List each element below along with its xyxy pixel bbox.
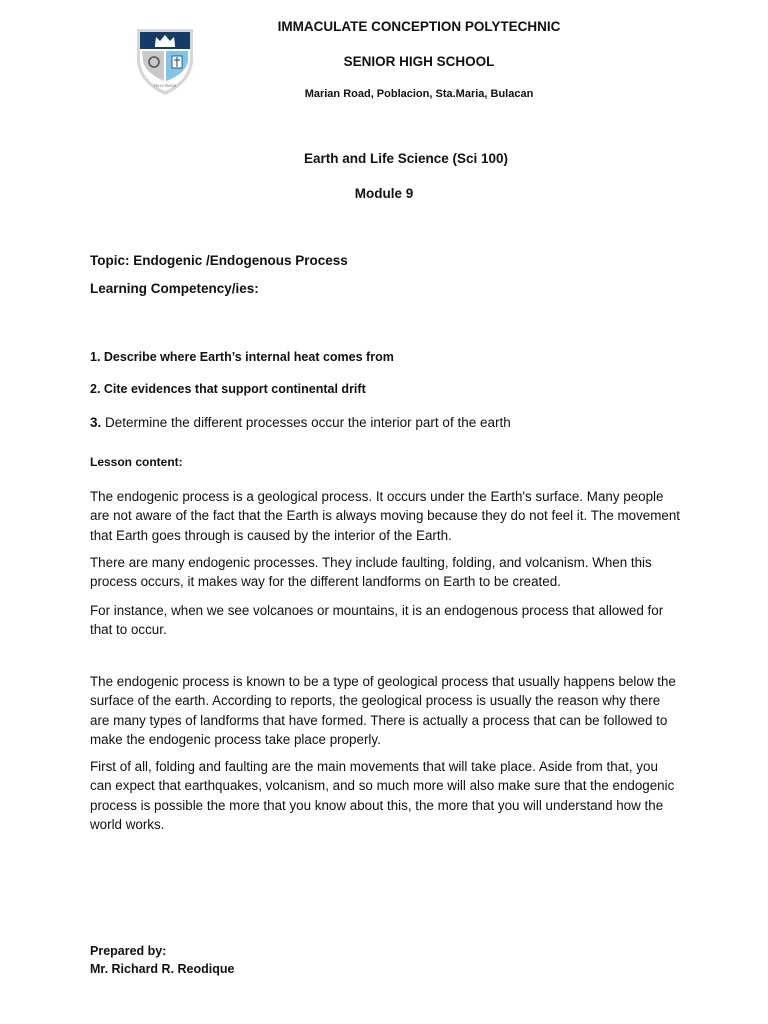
lesson-paragraph-4: The endogenic process is known to be a type of geological process that usually happens below the surface of the earth. According to reports, the geological process is usually the reason why there are many types of landforms that have formed. There is actually a process that can be followed to make the endogenic process take place properly.: [90, 674, 676, 747]
prepared-by-block: [90, 942, 234, 978]
competency-item-2: 2. Cite evidences that support continental drift: [90, 382, 366, 396]
module-title: Module 9: [354, 186, 414, 201]
school-address: Marian Road, Poblacion, Sta.Maria, Bulacan: [304, 88, 534, 100]
logo-motto: FELIX PAVOS: [153, 84, 177, 88]
lesson-paragraph-2: There are many endogenic processes. They include faulting, folding, and volcanism. When this process occurs, it makes way for the different landforms on Earth to be created.: [90, 555, 652, 590]
competency-item-1: 1. Describe where Earth’s internal heat comes from: [90, 350, 394, 364]
course-title: Earth and Life Science (Sci 100): [303, 151, 509, 166]
author-name: Mr. Richard R. Reodique: [90, 962, 235, 976]
lesson-content-heading: Lesson content:: [90, 455, 183, 469]
lesson-paragraph-5: First of all, folding and faulting are the main movements that will take place. Aside from that, you can expect that earthquakes, volcanism, and so much more will also make sure that the endogenic process is possible the more that you know about this, the more that you will understand how the world works.: [90, 759, 675, 832]
school-name: IMMACULATE CONCEPTION POLYTECHNIC: [277, 19, 561, 34]
school-level: SENIOR HIGH SCHOOL: [343, 54, 495, 69]
lesson-paragraph-3: For instance, when we see volcanoes or mountains, it is an endogenous process that allowed for that to occur.: [90, 603, 664, 638]
prepared-by-label: Prepared by:: [90, 944, 167, 958]
topic-heading: Topic: Endogenic /Endogenous Process: [90, 253, 348, 268]
competency-item-3: [90, 415, 511, 430]
competency-heading: Learning Competency/ies:: [90, 281, 259, 296]
lesson-paragraph-1: The endogenic process is a geological process. It occurs under the Earth's surface. Many people are not aware of the fact that the Earth is always moving because they do not feel it. The movement that Earth goes through is caused by the interior of the Earth.: [90, 489, 681, 543]
competency-item-3-text: Determine the different processes occur the interior part of the earth: [101, 415, 511, 430]
competency-item-3-number: 3.: [90, 415, 102, 430]
